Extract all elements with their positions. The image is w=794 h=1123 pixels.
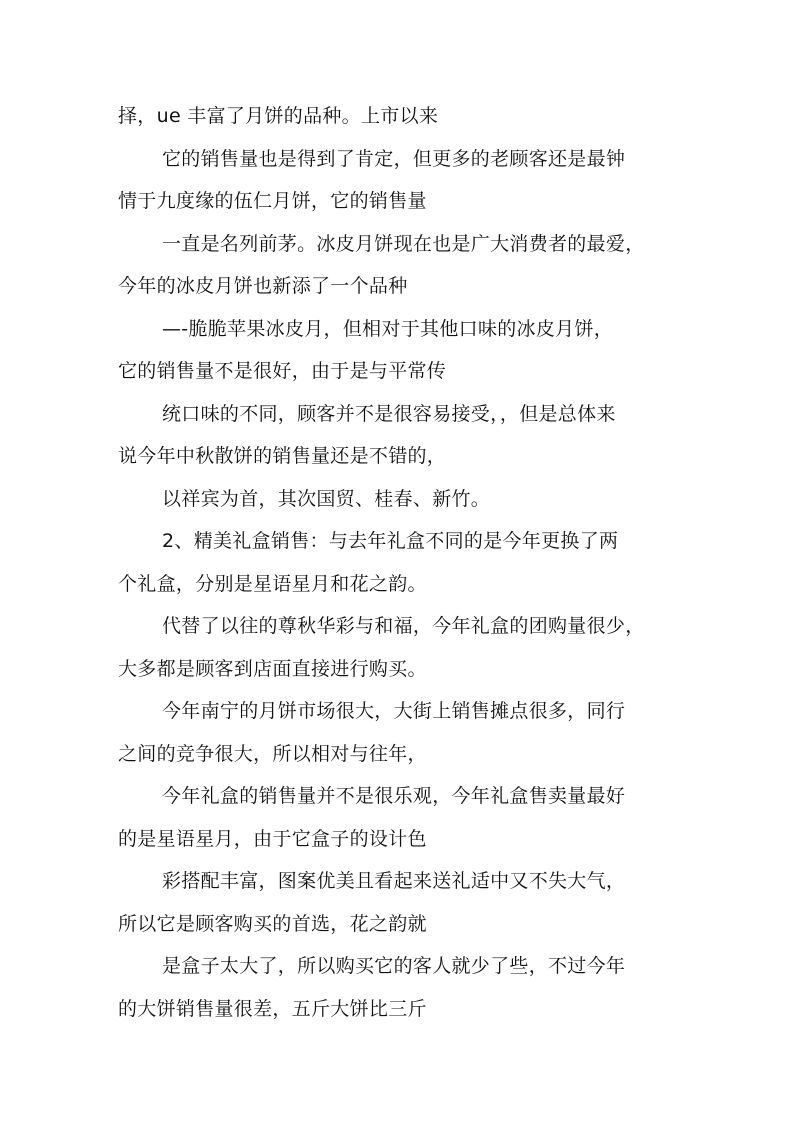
text-line-10: 以祥宾为首，其次国贸、桂春、新竹。 xyxy=(162,488,491,510)
text-line-8: 统口味的不同，顾客并不是很容易接受，，但是总体来 xyxy=(162,403,616,425)
text-line-19: 彩搭配丰富，图案优美且看起来送礼适中又不失大气， xyxy=(162,870,626,892)
text-line-9: 说今年中秋散饼的销售量还是不错的， xyxy=(118,445,447,467)
text-line-21: 是盒子太大了，所以购买它的客人就少了些，不过今年 xyxy=(162,955,626,977)
text-line-7: 它的销售量不是很好，由于是与平常传 xyxy=(118,360,447,382)
text-line-14: 大多都是顾客到店面直接进行购买。 xyxy=(118,658,427,680)
text-line-12: 个礼盒，分别是星语星月和花之韵。 xyxy=(118,573,427,595)
text-line-2: 它的销售量也是得到了肯定，但更多的老顾客还是最钟 xyxy=(162,148,626,170)
text-line-13: 代替了以往的尊秋华彩与和福，今年礼盒的团购量很少， xyxy=(162,615,645,637)
text-line-6: —-脆脆苹果冰皮月，但相对于其他口味的冰皮月饼， xyxy=(162,318,614,340)
text-line-15: 今年南宁的月饼市场很大，大街上销售摊点很多，同行 xyxy=(162,700,626,722)
text-line-22: 的大饼销售量很差，五斤大饼比三斤 xyxy=(118,998,427,1020)
text-line-5: 今年的冰皮月饼也新添了一个品种 xyxy=(118,275,408,297)
text-line-16: 之间的竞争很大，所以相对与往年， xyxy=(118,743,427,765)
text-line-11: 2、精美礼盒销售：与去年礼盒不同的是今年更换了两 xyxy=(162,530,619,552)
text-line-4: 一直是名列前茅。冰皮月饼现在也是广大消费者的最爱， xyxy=(162,233,645,255)
text-line-1: 择，ue 丰富了月饼的品种。上市以来 xyxy=(118,105,439,127)
text-line-20: 所以它是顾客购买的首选，花之韵就 xyxy=(118,913,427,935)
text-line-17: 今年礼盒的销售量并不是很乐观，今年礼盒售卖量最好 xyxy=(162,785,626,807)
text-line-18: 的是星语星月，由于它盒子的设计色 xyxy=(118,828,427,850)
text-line-3: 情于九度缘的伍仁月饼，它的销售量 xyxy=(118,190,427,212)
